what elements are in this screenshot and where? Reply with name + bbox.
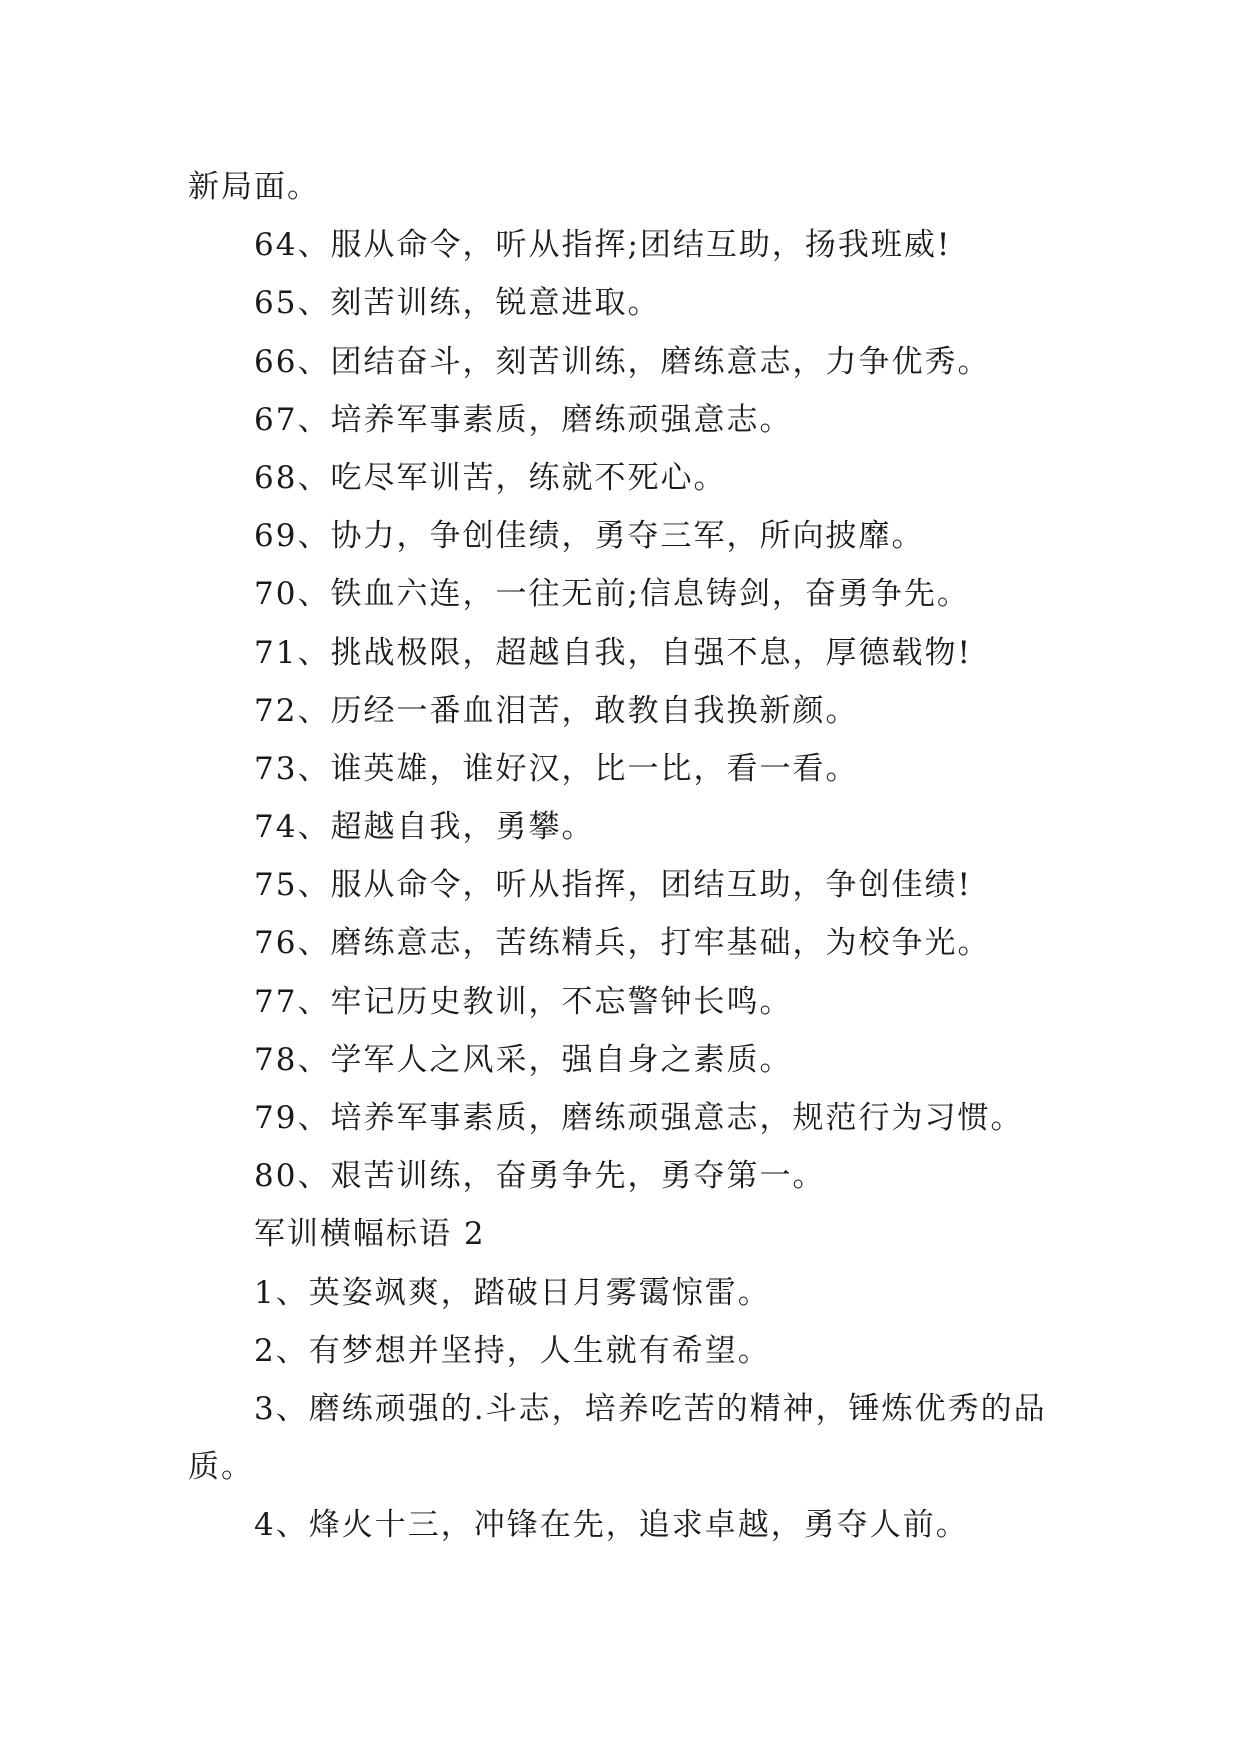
slogan-line: 79、培养军事素质，磨练顽强意志，规范行为习惯。 (254, 1100, 1024, 1136)
slogan-line: 71、挑战极限，超越自我，自强不息，厚德载物! (254, 634, 972, 671)
slogan-line: 4、烽火十三，冲锋在先，追求卓越，勇夺人前。 (254, 1507, 969, 1544)
slogan-line: 74、超越自我，勇攀。 (254, 809, 595, 846)
paragraph-line: 质。 (188, 1449, 254, 1486)
slogan-line: 76、磨练意志，苦练精兵，打牢基础，为校争光。 (254, 925, 991, 962)
section-heading: 军训横幅标语 2 (254, 1216, 486, 1253)
slogan-line: 72、历经一番血泪苦，敢教自我换新颜。 (254, 692, 859, 729)
slogan-line: 64、服从命令，听从指挥;团结互助，扬我班威! (254, 227, 952, 264)
slogan-line: 78、学军人之风采，强自身之素质。 (254, 1041, 793, 1078)
slogan-line: 69、协力，争创佳绩，勇夺三军，所向披靡。 (254, 518, 925, 555)
slogan-line: 70、铁血六连，一往无前;信息铸剑，奋勇争先。 (254, 576, 970, 613)
slogan-line: 77、牢记历史教训，不忘警钟长鸣。 (254, 983, 793, 1020)
document-body (188, 158, 1058, 1555)
paragraph-line: 新局面。 (188, 169, 320, 205)
slogan-line: 73、谁英雄，谁好汉，比一比，看一看。 (254, 750, 859, 787)
slogan-line: 80、艰苦训练，奋勇争先，勇夺第一。 (254, 1158, 826, 1195)
slogan-line: 65、刻苦训练，锐意进取。 (254, 285, 661, 322)
slogan-line: 1、英姿飒爽，踏破日月雾霭惊雷。 (254, 1274, 771, 1311)
slogan-line: 75、服从命令，听从指挥，团结互助，争创佳绩! (254, 867, 972, 904)
slogan-line: 3、磨练顽强的.斗志，培养吃苦的精神，锤炼优秀的品 (254, 1390, 1047, 1427)
slogan-line: 2、有梦想并坚持，人生就有希望。 (254, 1332, 771, 1369)
slogan-line: 66、团结奋斗，刻苦训练，磨练意志，力争优秀。 (254, 343, 991, 380)
slogan-line: 67、培养军事素质，磨练顽强意志。 (254, 401, 793, 438)
slogan-line: 68、吃尽军训苦，练就不死心。 (254, 459, 727, 496)
